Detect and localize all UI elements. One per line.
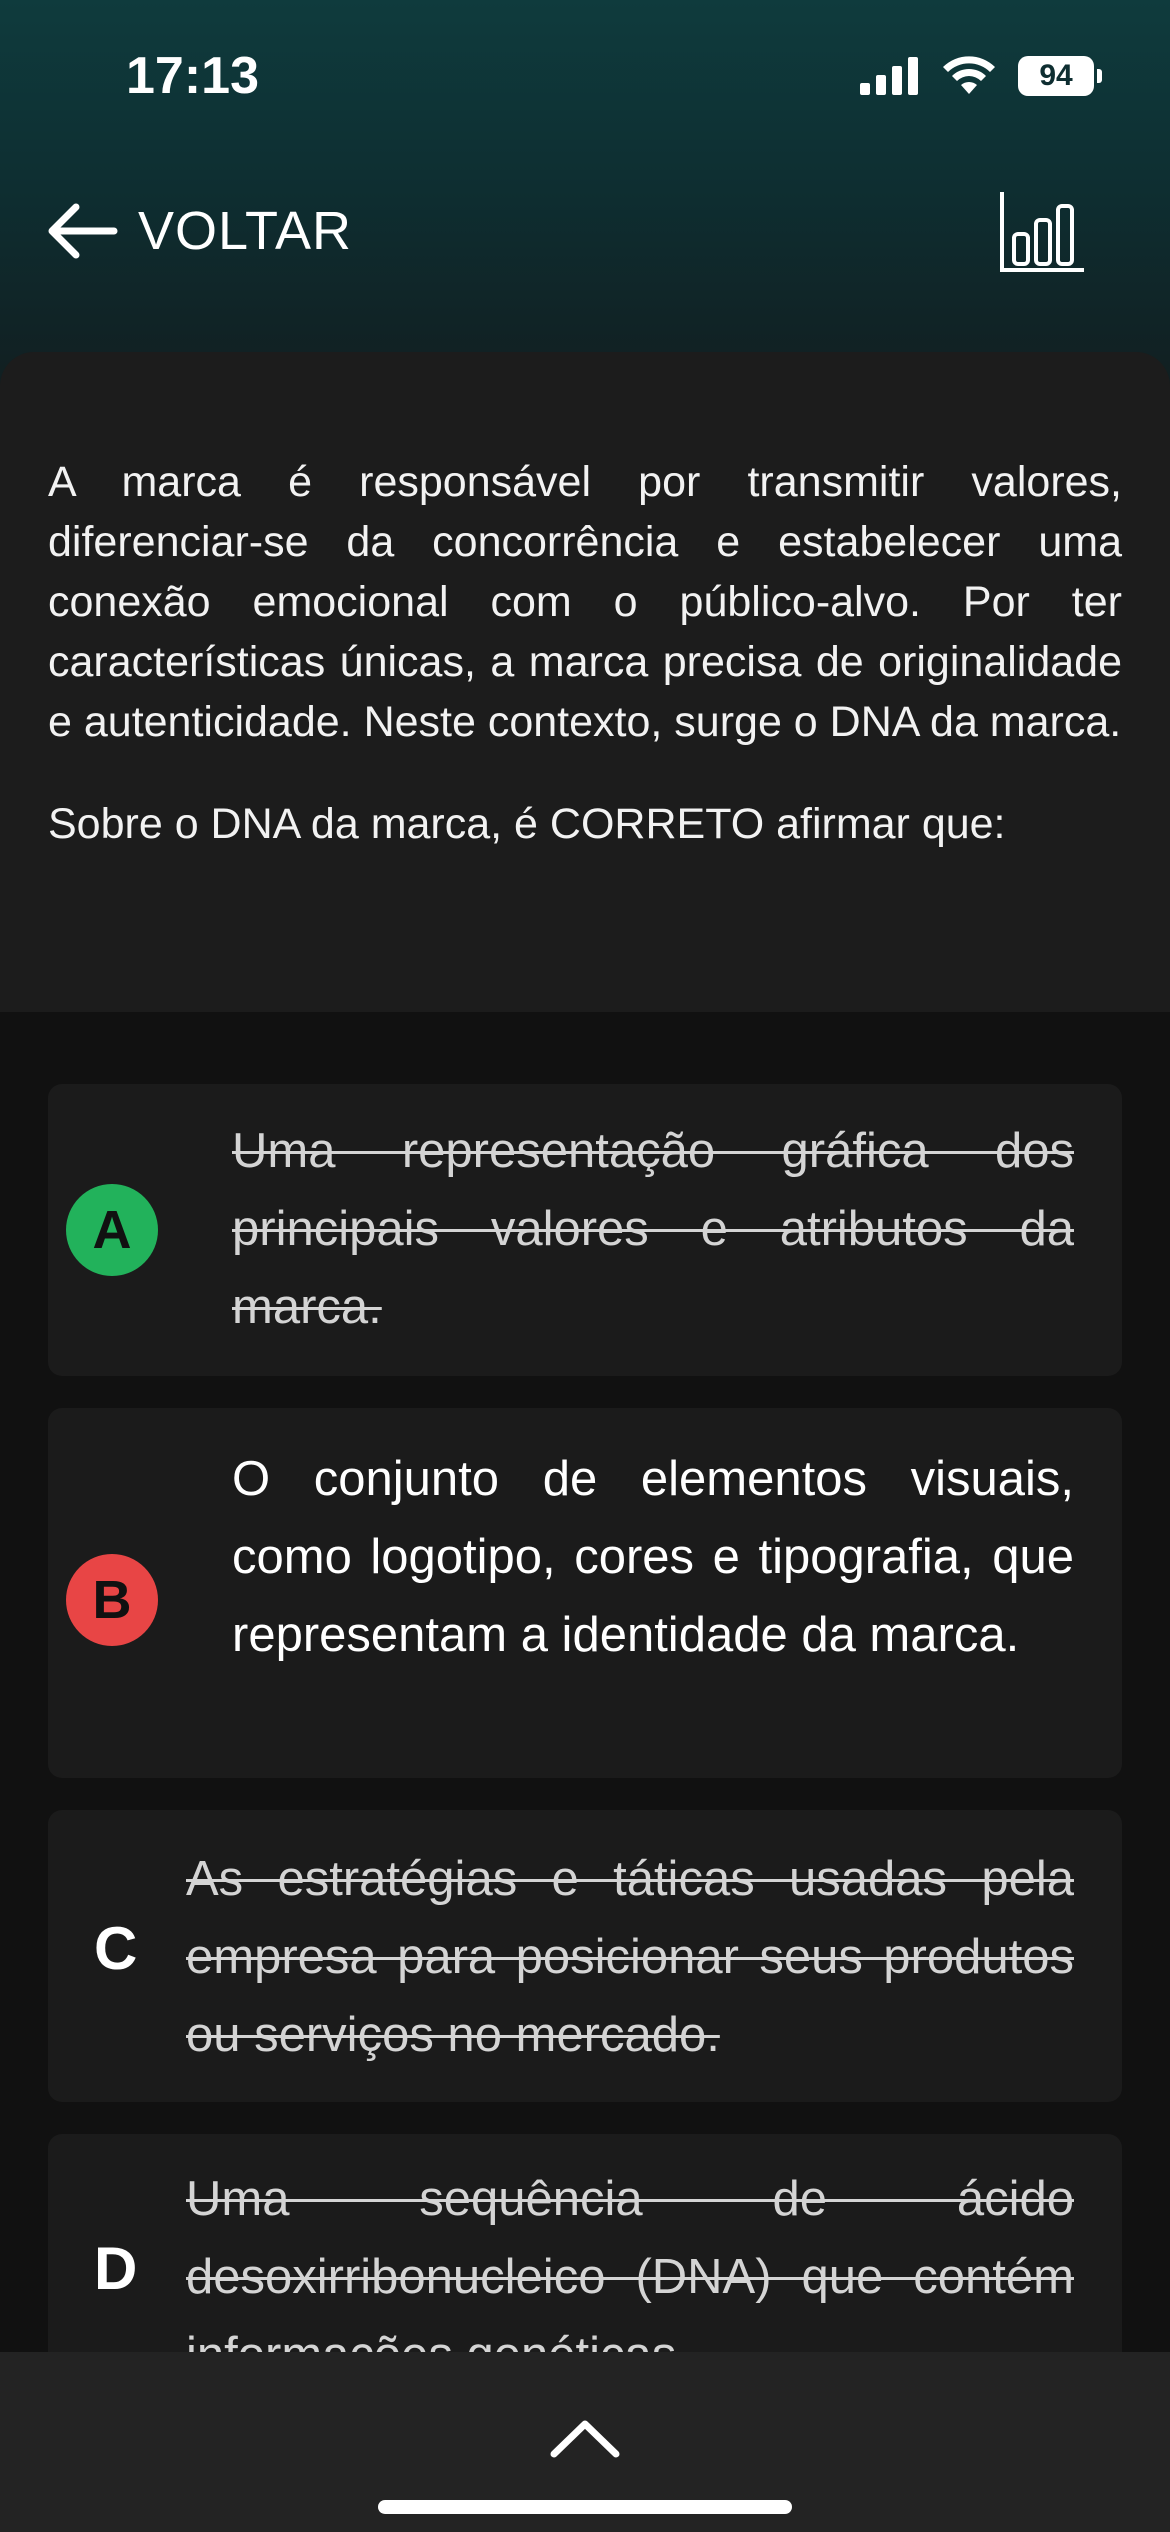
option-b-text: O conjunto de elementos visuais, como logotipo, cores e tipografia, que representam a identidade da marca. xyxy=(232,1452,1074,1662)
question-text: A marca é responsável por transmitir valores, diferenciar-se da concorrência e estabelecer uma conexão emocional com o público-alvo. Por ter características únicas, a marca precisa de originalidade e autenticidade. Neste contexto, surge o DNA da marca. xyxy=(48,458,1122,746)
option-c-text: As estratégias e táticas usadas pela empresa para posicionar seus produtos ou serviços no mercado. xyxy=(186,1852,1074,2062)
option-b[interactable] xyxy=(48,1408,1122,1778)
status-icons xyxy=(860,56,1094,96)
option-d-text: Uma sequência de ácido desoxirribonucleico (DNA) que contém xyxy=(186,2172,1074,2304)
back-label: VOLTAR xyxy=(138,201,353,261)
option-d-letter: D xyxy=(94,2235,138,2302)
chevron-up-icon[interactable] xyxy=(550,2418,620,2458)
option-a-badge: A xyxy=(66,1184,158,1276)
battery-icon: 94 xyxy=(1018,56,1094,96)
home-indicator[interactable] xyxy=(378,2500,792,2514)
nav-bar xyxy=(0,190,1170,280)
wifi-icon xyxy=(942,56,996,96)
question-card xyxy=(0,352,1170,1012)
option-b-badge: B xyxy=(66,1554,158,1646)
bar-chart-icon[interactable] xyxy=(996,190,1086,276)
bottom-bar xyxy=(0,2352,1170,2532)
option-c-letter: C xyxy=(94,1915,138,1982)
option-a[interactable] xyxy=(48,1084,1122,1376)
signal-icon xyxy=(860,57,920,95)
status-time: 17:13 xyxy=(126,47,259,105)
back-button[interactable] xyxy=(46,200,352,262)
status-bar xyxy=(0,0,1170,150)
question-prompt: Sobre o DNA da marca, é CORRETO afirmar que: xyxy=(48,800,1006,848)
arrow-left-icon xyxy=(46,200,118,262)
option-a-text: Uma representação gráfica dos principais valores e atributos da marca. xyxy=(232,1124,1074,1334)
option-c[interactable] xyxy=(48,1810,1122,2102)
